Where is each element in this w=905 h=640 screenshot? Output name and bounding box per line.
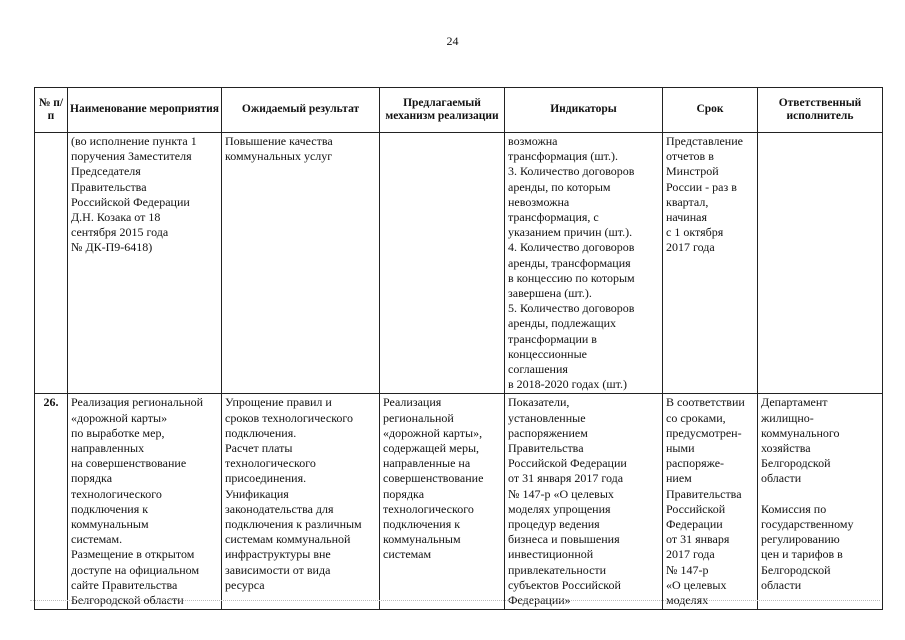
row-number bbox=[35, 133, 68, 394]
row-responsible: Департамент жилищно- коммунального хозяйства Белгородской области Комиссия по государственному регулированию цен и тарифов в Белгородской области bbox=[758, 394, 883, 610]
header-number: № п/п bbox=[35, 88, 68, 133]
header-expected-result: Ожидаемый результат bbox=[222, 88, 380, 133]
action-plan-table bbox=[34, 87, 883, 610]
table-header-row bbox=[35, 88, 883, 133]
row-indicators: Показатели, установленные распоряжением Правительства Российской Федерации от 31 января 2017 года № 147-р «О целевых моделях упрощения процедур ведения бизнеса и повышения инвестиционной привлекательности субъектов Российской Федерации» bbox=[505, 394, 663, 610]
row-expected-result: Упрощение правил и сроков технологического подключения. Расчет платы технологического присоединения. Унификация законодательства для подключения к различным системам коммунальной инфраструктуры вне зависимости от вида ресурса bbox=[222, 394, 380, 610]
row-responsible bbox=[758, 133, 883, 394]
row-event-name: (во исполнение пункта 1 поручения Заместителя Председателя Правительства Российской Федерации Д.Н. Козака от 18 сентября 2015 года № ДК-П9-6418) bbox=[68, 133, 222, 394]
row-mechanism bbox=[380, 133, 505, 394]
row-term: В соответствии со сроками, предусмотрен- ными распоряже- нием Правительства Российской Федерации от 31 января 2017 года № 147-р «О целевых моделях bbox=[663, 394, 758, 610]
row-event-name: Реализация региональной «дорожной карты» по выработке мер, направленных на совершенствование порядка технологического подключения к коммунальным системам. Размещение в открытом доступе на официальном сайте Правительства Белгородской области bbox=[68, 394, 222, 610]
page-number: 24 bbox=[446, 34, 459, 48]
header-term: Срок bbox=[663, 88, 758, 133]
row-indicators: возможна трансформация (шт.). 3. Количество договоров аренды, по которым невозможна трансформация, с указанием причин (шт.). 4. Количество договоров аренды, трансформация в концессию по которым завершена (шт.). 5. Количество договоров аренды, подлежащих трансформации в концессионные соглашения в 2018-2020 годах (шт.) bbox=[505, 133, 663, 394]
page-bottom-divider bbox=[30, 600, 880, 601]
header-responsible: Ответственный исполнитель bbox=[758, 88, 883, 133]
row-mechanism: Реализация региональной «дорожной карты», содержащей меры, направленные на совершенствование порядка технологического подключения к коммунальным системам bbox=[380, 394, 505, 610]
table-row bbox=[35, 394, 883, 610]
header-indicators: Индикаторы bbox=[505, 88, 663, 133]
header-mechanism: Предлагаемый механизм реализации bbox=[380, 88, 505, 133]
row-number: 26. bbox=[35, 394, 68, 610]
header-event-name: Наименование мероприятия bbox=[68, 88, 222, 133]
table-row bbox=[35, 133, 883, 394]
row-expected-result: Повышение качества коммунальных услуг bbox=[222, 133, 380, 394]
row-term: Представление отчетов в Минстрой России - раз в квартал, начиная с 1 октября 2017 года bbox=[663, 133, 758, 394]
